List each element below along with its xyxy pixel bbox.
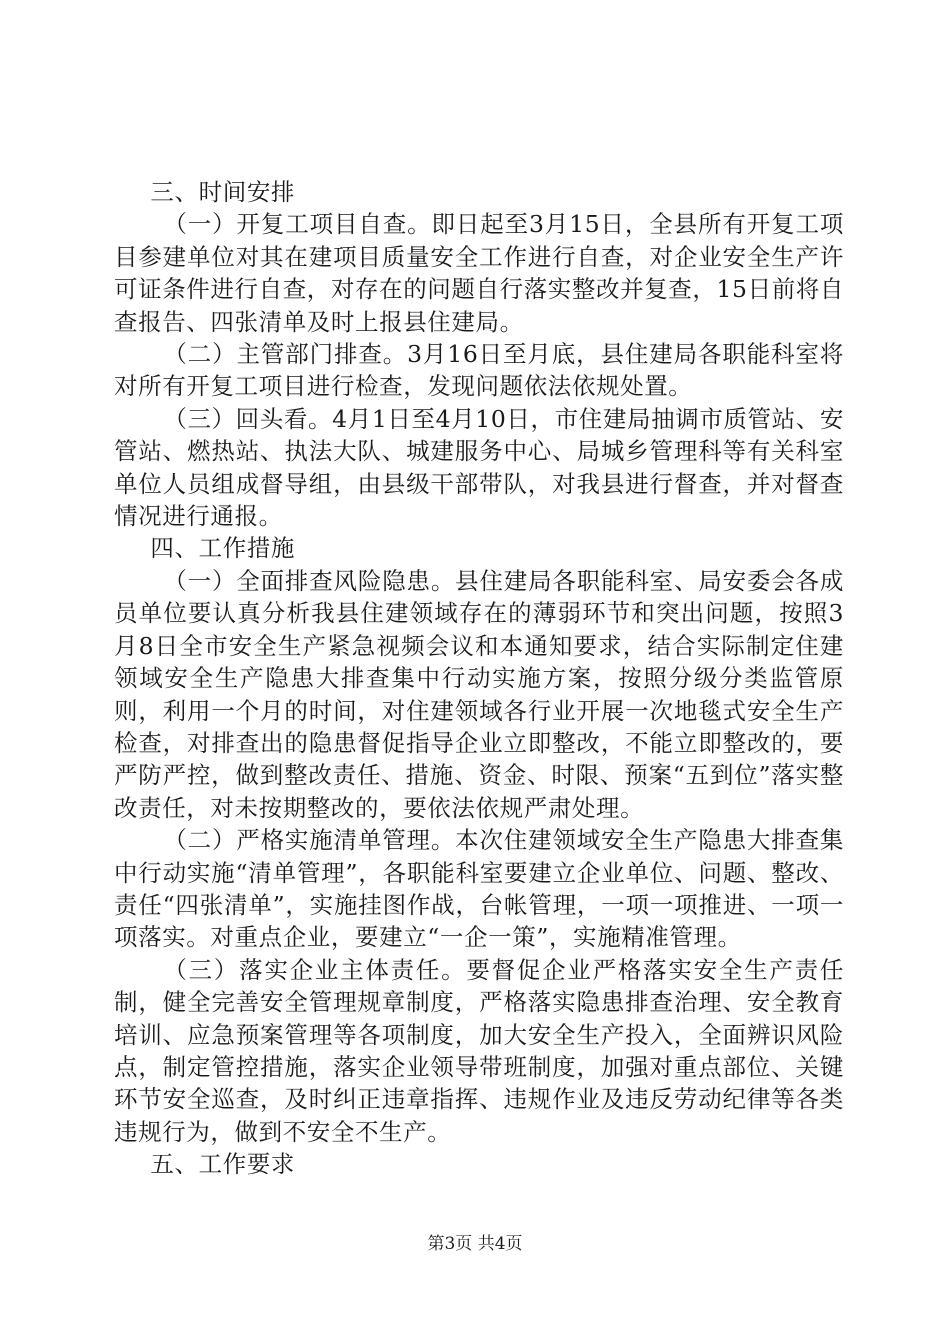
paragraph: （二）严格实施清单管理。本次住建领域安全生产隐患大排查集中行动实施“清单管理”，各职能科室要建立企业单位、问题、整改、责任“四张清单”，实施挂图作战，台帐管理，一项一项推进、一项一项落实。对重点企业，要建立“一企一策”，实施精准管理。 <box>114 826 844 952</box>
paragraph: （三）落实企业主体责任。要督促企业严格落实安全生产责任制，健全完善安全管理规章制度，严格落实隐患排查治理、安全教育培训、应急预案管理等各项制度，加大安全生产投入，全面辨识风险点，制定管控措施，落实企业领导带班制度，加强对重点部位、关键环节安全巡查，及时纠正违章指挥、违规作业及违反劳动纪律等各类违规行为，做到不安全不生产。 <box>114 955 844 1146</box>
paragraph: （二）主管部门排查。3月16日至月底，县住建局各职能科室将对所有开复工项目进行检查，发现问题依法依规处置。 <box>114 340 844 401</box>
section-heading: 四、工作措施 <box>150 534 296 563</box>
paragraph: （三）回头看。4月1日至4月10日，市住建局抽调市质管站、安管站、燃热站、执法大队、城建服务中心、局城乡管理科等有关科室单位人员组成督导组，由县级干部带队，对我县进行督查，并对督查情况进行通报。 <box>114 404 844 531</box>
paragraph: （一）全面排查风险隐患。县住建局各职能科室、局安委会各成员单位要认真分析我县住建领域存在的薄弱环节和突出问题，按照3月8日全市安全生产紧急视频会议和本通知要求，结合实际制定住建领域安全生产隐患大排查集中行动实施方案，按照分级分类监管原则，利用一个月的时间，对住建领域各行业开展一次地毯式安全生产检查，对排查出的隐患督促指导企业立即整改，不能立即整改的，要严防严控，做到整改责任、措施、资金、时限、预案“五到位”落实整改责任，对未按期整改的，要依法依规严肃处理。 <box>114 566 844 822</box>
paragraph: （一）开复工项目自查。即日起至3月15日，全县所有开复工项目参建单位对其在建项目质量安全工作进行自查，对企业安全生产许可证条件进行自查，对存在的问题自行落实整改并复查，15日前将自查报告、四张清单及时上报县住建局。 <box>114 210 845 336</box>
document-body <box>114 176 844 1181</box>
section-heading: 五、工作要求 <box>150 1150 296 1179</box>
section-heading: 三、时间安排 <box>150 178 296 206</box>
page-number-footer: 第3页 共4页 <box>427 1234 523 1254</box>
